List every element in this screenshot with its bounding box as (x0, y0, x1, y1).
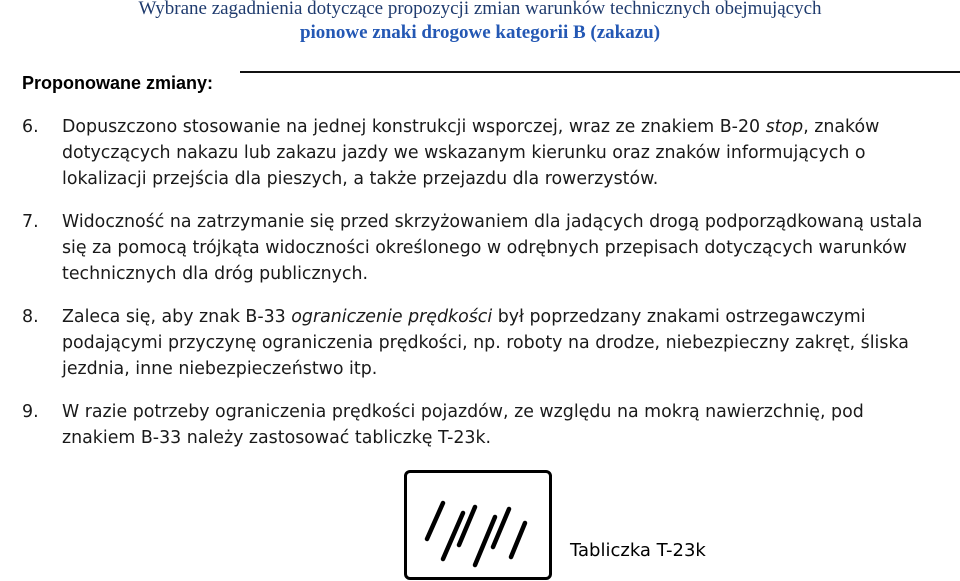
item-italic-text: stop (765, 117, 804, 137)
item-number: 7. (22, 212, 39, 232)
item-number: 8. (22, 307, 39, 327)
item-number: 9. (22, 402, 39, 422)
list-item-8 (22, 304, 942, 382)
item-text: Widoczność na zatrzymanie się przed skrzyżowaniem dla jadących drogą podporządkowaną ustala się za pomocą trójkąta widoczności określonego w odrębnych przepisach dotyczących warunków technicznych dla dróg publicznych. (62, 212, 923, 284)
list-item-6 (22, 114, 942, 192)
item-text: był poprzedzany znakami ostrzegawczymi podającymi przyczynę ograniczenia prędkości, np. roboty na drodze, niebezpieczny zakręt, śliska jezdnia, inne niebezpieczeństwo itp. (62, 307, 909, 379)
item-number: 6. (22, 117, 39, 137)
header-title: Wybrane zagadnienia dotyczące propozycji zmian warunków technicznych obejmujących (138, 0, 822, 19)
list-item-7 (22, 209, 942, 287)
sign-caption: Tabliczka T-23k (570, 540, 706, 561)
section-title: Proponowane zmiany: (22, 73, 214, 93)
header-divider (240, 71, 960, 73)
item-text: , znaków dotyczących nakazu lub zakazu jazdy we wskazanym kierunku oraz znaków informujących o lokalizacji przejścia dla pieszych, a także przejazdu dla rowerzystów. (62, 117, 880, 189)
slide-header (0, 0, 960, 45)
tabliczka-t23k-sign (404, 470, 552, 580)
header-subtitle: pionowe znaki drogowe kategorii B (zakazu) (299, 22, 661, 43)
item-text: Dopuszczono stosowanie na jednej konstrukcji wsporczej, wraz ze znakiem B-20 (62, 117, 766, 137)
item-text: Zaleca się, aby znak B-33 (62, 307, 292, 327)
item-text: W razie potrzeby ograniczenia prędkości pojazdów, ze względu na mokrą nawierzchnię, pod znakiem B-33 należy zastosować tabliczkę T-23k. (62, 402, 864, 448)
proposed-changes-list (22, 114, 942, 468)
item-italic-text: ograniczenie prędkości (291, 307, 493, 327)
rain-icon (407, 473, 549, 577)
list-item-9 (22, 399, 942, 451)
